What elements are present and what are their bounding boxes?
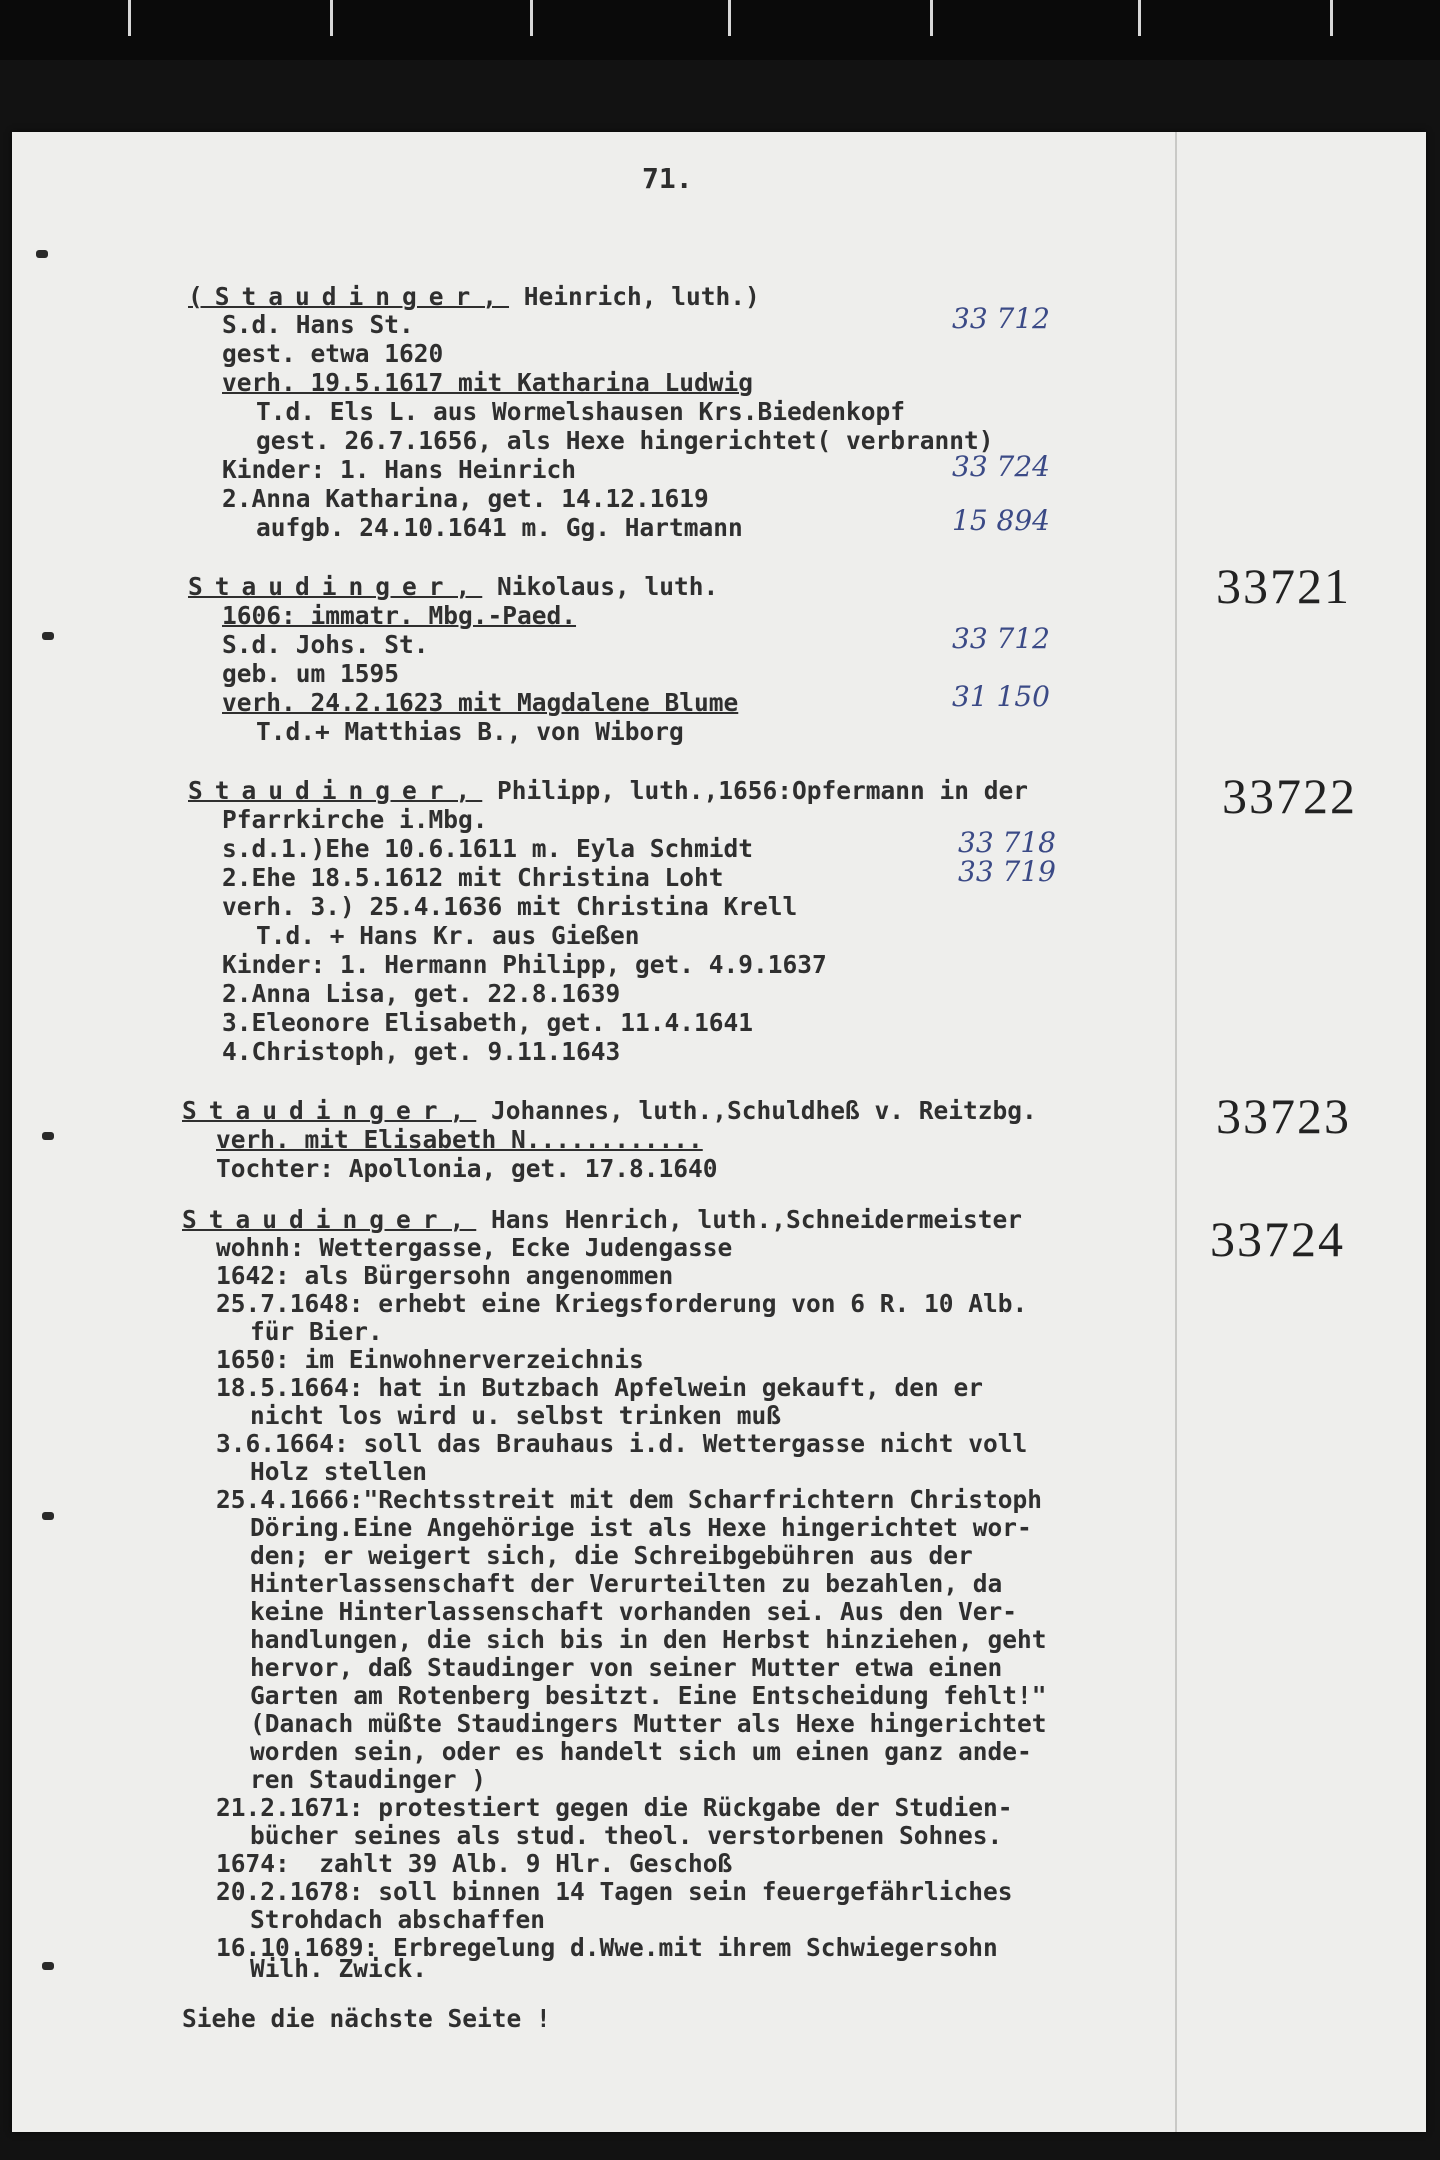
- entry-number-stamp: 33721: [1216, 558, 1351, 614]
- surname-spaced: (Staudinger,: [188, 282, 510, 311]
- entry-line: hervor, daß Staudinger von seiner Mutter etwa einen: [250, 1653, 1003, 1682]
- entry-line: nicht los wird u. selbst trinken muß: [250, 1401, 782, 1430]
- handwritten-reference: 33 718: [958, 826, 1056, 859]
- entry-line: Garten am Rotenberg besitzt. Eine Entscheidung fehlt!": [250, 1681, 1047, 1710]
- entry-line: verh. 19.5.1617 mit Katharina Ludwig: [222, 368, 754, 397]
- entry-line: 25.7.1648: erhebt eine Kriegsforderung von 6 R. 10 Alb.: [216, 1289, 1028, 1318]
- film-strip-top: [0, 0, 1440, 60]
- entry-line: Kinder: 1. Hermann Philipp, get. 4.9.1637: [222, 950, 827, 979]
- handwritten-reference: 33 712: [952, 302, 1050, 335]
- entry-line: Tochter: Apollonia, get. 17.8.1640: [216, 1154, 718, 1183]
- entry-line: verh. mit Elisabeth N............: [216, 1125, 703, 1154]
- entry-line: aufgb. 24.10.1641 m. Gg. Hartmann: [256, 513, 743, 542]
- entry-heading: [188, 572, 718, 601]
- handwritten-reference: 15 894: [952, 504, 1050, 537]
- surname-spaced: Staudinger,: [182, 1205, 477, 1234]
- entry-line: 1642: als Bürgersohn angenommen: [216, 1261, 674, 1290]
- entry-line: verh. 3.) 25.4.1636 mit Christina Krell: [222, 892, 798, 921]
- entry-line: 25.4.1666:"Rechtsstreit mit dem Scharfrichtern Christoph: [216, 1485, 1043, 1514]
- entry-number-stamp: 33723: [1216, 1088, 1351, 1144]
- entry-number-stamp: 33724: [1210, 1211, 1345, 1267]
- film-tick: [1330, 0, 1333, 36]
- entry-line: handlungen, die sich bis in den Herbst hinziehen, geht: [250, 1625, 1047, 1654]
- handwritten-reference: 33 719: [958, 855, 1056, 888]
- punch-hole: [36, 250, 48, 258]
- heading-rest: Johannes, luth.,Schuldheß v. Reitzbg.: [476, 1096, 1037, 1125]
- document-page: [12, 132, 1426, 2132]
- entry-line: T.d. Els L. aus Wormelshausen Krs.Biedenkopf: [256, 397, 906, 426]
- entry-line: T.d.+ Matthias B., von Wiborg: [256, 717, 684, 746]
- page-number: 71.: [642, 162, 693, 195]
- surname-spaced: Staudinger,: [182, 1096, 477, 1125]
- entry-line: ren Staudinger ): [250, 1765, 487, 1794]
- punch-hole: [42, 1512, 54, 1520]
- film-tick: [728, 0, 731, 36]
- film-tick: [128, 0, 131, 36]
- heading-rest: Heinrich, luth.): [509, 282, 760, 311]
- entry-line: 1650: im Einwohnerverzeichnis: [216, 1345, 644, 1374]
- punch-hole: [42, 1962, 54, 1970]
- entry-line: Hinterlassenschaft der Verurteilten zu bezahlen, da: [250, 1569, 1003, 1598]
- entry-line: 4.Christoph, get. 9.11.1643: [222, 1037, 621, 1066]
- entry-line: 16.10.1689: Erbregelung d.Wwe.mit ihrem Schwiegersohn: [216, 1933, 998, 1962]
- margin-line: [1175, 132, 1177, 2132]
- entry-line: gest. 26.7.1656, als Hexe hingerichtet( verbrannt): [256, 426, 994, 455]
- entry-line: (Danach müßte Staudingers Mutter als Hexe hingerichtet: [250, 1709, 1047, 1738]
- punch-hole: [42, 632, 54, 640]
- entry-line: Kinder: 1. Hans Heinrich: [222, 455, 577, 484]
- surname-spaced: Staudinger,: [188, 776, 483, 805]
- entry-line: 2.Anna Lisa, get. 22.8.1639: [222, 979, 621, 1008]
- entry-line: Strohdach abschaffen: [250, 1905, 546, 1934]
- entry-line: Döring.Eine Angehörige ist als Hexe hingerichtet wor-: [250, 1513, 1032, 1542]
- entry-line: s.d.1.)Ehe 10.6.1611 m. Eyla Schmidt: [222, 834, 754, 863]
- footer-note: Siehe die nächste Seite !: [182, 2004, 551, 2033]
- entry-line: 18.5.1664: hat in Butzbach Apfelwein gekauft, den er: [216, 1373, 984, 1402]
- heading-rest: Hans Henrich, luth.,Schneidermeister: [476, 1205, 1023, 1234]
- entry-line: 1606: immatr. Mbg.-Paed.: [222, 601, 577, 630]
- entry-heading: [182, 1096, 1037, 1125]
- entry-line: S.d. Hans St.: [222, 310, 414, 339]
- entry-line: geb. um 1595: [222, 659, 400, 688]
- entry-line: 3.Eleonore Elisabeth, get. 11.4.1641: [222, 1008, 754, 1037]
- surname-spaced: Staudinger,: [188, 572, 483, 601]
- entry-line: S.d. Johs. St.: [222, 630, 429, 659]
- film-tick: [930, 0, 933, 36]
- entry-line: 21.2.1671: protestiert gegen die Rückgabe der Studien-: [216, 1793, 1013, 1822]
- entry-line: Pfarrkirche i.Mbg.: [222, 805, 488, 834]
- entry-line: Holz stellen: [250, 1457, 428, 1486]
- entry-line: 20.2.1678: soll binnen 14 Tagen sein feuergefährliches: [216, 1877, 1013, 1906]
- entry-line: den; er weigert sich, die Schreibgebühren aus der: [250, 1541, 973, 1570]
- film-tick: [330, 0, 333, 36]
- entry-line: 3.6.1664: soll das Brauhaus i.d. Wettergasse nicht voll: [216, 1429, 1028, 1458]
- entry-line: 1674: zahlt 39 Alb. 9 Hlr. Geschoß: [216, 1849, 733, 1878]
- film-tick: [530, 0, 533, 36]
- entry-heading: [188, 282, 760, 311]
- entry-line: T.d. + Hans Kr. aus Gießen: [256, 921, 640, 950]
- entry-line: bücher seines als stud. theol. verstorbenen Sohnes.: [250, 1821, 1003, 1850]
- entry-line: Wilh. Zwick.: [250, 1954, 428, 1983]
- handwritten-reference: 33 724: [952, 450, 1050, 483]
- heading-rest: Nikolaus, luth.: [482, 572, 719, 601]
- entry-line: keine Hinterlassenschaft vorhanden sei. Aus den Ver-: [250, 1597, 1018, 1626]
- entry-line: 2.Anna Katharina, get. 14.12.1619: [222, 484, 709, 513]
- entry-line: wohnh: Wettergasse, Ecke Judengasse: [216, 1233, 733, 1262]
- entry-heading: [188, 776, 1028, 805]
- entry-line: worden sein, oder es handelt sich um einen ganz ande-: [250, 1737, 1032, 1766]
- handwritten-reference: 31 150: [952, 680, 1050, 713]
- punch-hole: [42, 1132, 54, 1140]
- film-tick: [1138, 0, 1141, 36]
- entry-line: für Bier.: [250, 1317, 383, 1346]
- entry-line: 2.Ehe 18.5.1612 mit Christina Loht: [222, 863, 724, 892]
- entry-number-stamp: 33722: [1222, 768, 1357, 824]
- entry-heading: [182, 1205, 1022, 1234]
- heading-rest: Philipp, luth.,1656:Opfermann in der: [482, 776, 1029, 805]
- handwritten-reference: 33 712: [952, 622, 1050, 655]
- entry-line: verh. 24.2.1623 mit Magdalene Blume: [222, 688, 739, 717]
- entry-line: gest. etwa 1620: [222, 339, 444, 368]
